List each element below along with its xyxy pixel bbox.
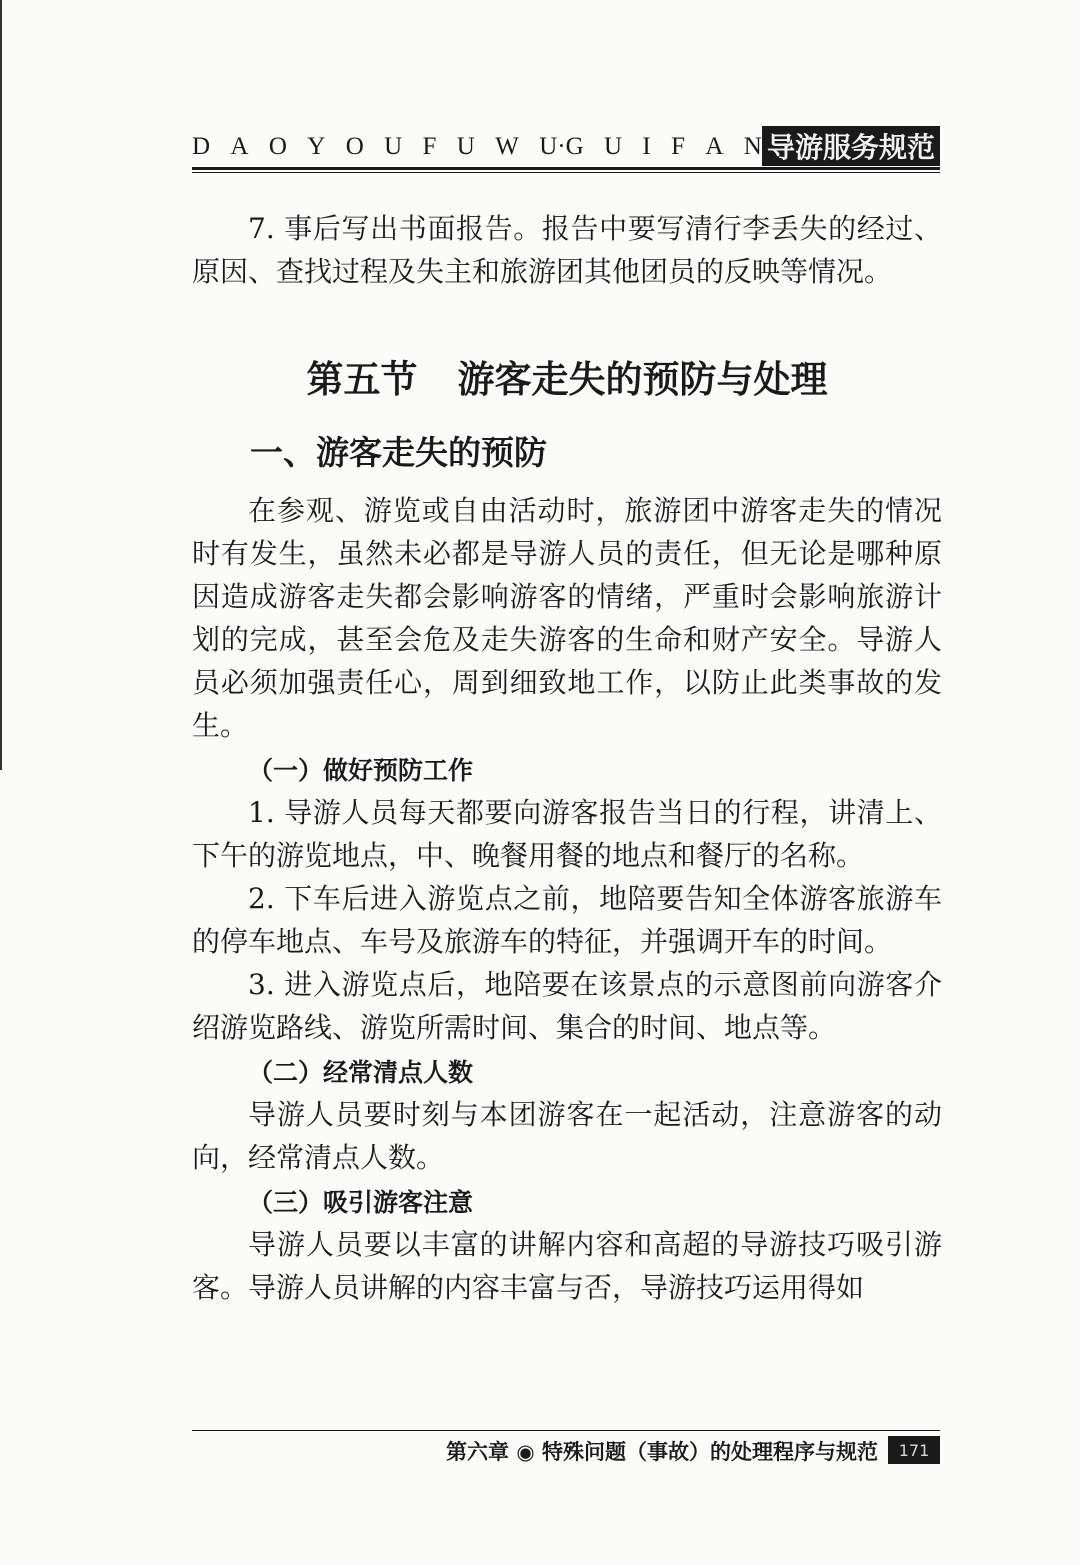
carry-paragraph: 7. 事后写出书面报告。报告中要写清行李丢失的经过、原因、查找过程及失主和旅游团其他团员的反映等情况。 bbox=[192, 212, 942, 288]
heading-attract: （三）吸引游客注意 bbox=[248, 1188, 474, 1217]
header-letter: Y bbox=[307, 133, 326, 160]
header-rule-thin bbox=[192, 172, 940, 173]
list-item-3: 3. 进入游览点后，地陪要在该景点的示意图前向游客介绍游览路线、游览所需时间、集合的时间、地点等。 bbox=[192, 968, 942, 1044]
section-title bbox=[192, 351, 942, 407]
header-letter: A bbox=[705, 133, 724, 160]
header-rule bbox=[192, 167, 940, 170]
header-letter: W bbox=[495, 133, 519, 160]
header-letter: F bbox=[422, 133, 437, 160]
section-number: 第五节 bbox=[306, 357, 418, 401]
header-pinyin bbox=[192, 132, 762, 162]
intro-paragraph: 在参观、游览或自由活动时，旅游团中游客走失的情况时有发生，虽然未必都是导游人员的责任，但无论是哪种原因造成游客走失都会影响游客的情绪，严重时会影响旅游计划的完成，甚至会危及走失游客的生命和财产安全。导游人员必须加强责任心，周到细致地工作，以防止此类事故的发生。 bbox=[192, 494, 942, 742]
header-letter: I bbox=[642, 133, 651, 160]
header-book-title: 导游服务规范 bbox=[762, 126, 940, 166]
attract-paragraph: 导游人员要以丰富的讲解内容和高超的导游技巧吸引游客。导游人员讲解的内容丰富与否，导游技巧运用得如 bbox=[192, 1228, 942, 1304]
header-letter: N bbox=[743, 133, 762, 160]
page-number: 171 bbox=[888, 1436, 940, 1464]
header-letter: U bbox=[603, 133, 623, 160]
header-letter: O bbox=[345, 133, 364, 160]
footer-chapter: 第六章 ◉ 特殊问题（事故）的处理程序与规范 bbox=[446, 1440, 878, 1464]
running-footer bbox=[192, 1430, 940, 1470]
list-item-2: 2. 下车后进入游览点之前，地陪要告知全体游客旅游车的停车地点、车号及旅游车的特征，并强调开车的时间。 bbox=[192, 882, 942, 958]
heading-headcount: （二）经常清点人数 bbox=[248, 1058, 474, 1087]
footer-rule bbox=[192, 1430, 940, 1431]
scan-margin-edge bbox=[0, 0, 2, 770]
list-item-1: 1. 导游人员每天都要向游客报告当日的行程，讲清上、下午的游览地点，中、晚餐用餐的地点和餐厅的名称。 bbox=[192, 796, 942, 872]
header-letter: D bbox=[192, 133, 211, 160]
header-letter: F bbox=[671, 133, 685, 160]
header-letter: O bbox=[268, 133, 287, 160]
section-heading: 游客走失的预防与处理 bbox=[457, 357, 828, 401]
subsection-title: 一、游客走失的预防 bbox=[250, 433, 547, 472]
running-header bbox=[192, 124, 940, 170]
heading-prevention: （一）做好预防工作 bbox=[248, 756, 474, 785]
page-body bbox=[192, 207, 942, 1309]
header-letter: U bbox=[384, 133, 403, 160]
header-letter: U bbox=[456, 133, 475, 160]
header-letter: U·G bbox=[539, 133, 584, 160]
header-letter: A bbox=[230, 133, 249, 160]
headcount-paragraph: 导游人员要时刻与本团游客在一起活动，注意游客的动向，经常清点人数。 bbox=[192, 1098, 942, 1174]
